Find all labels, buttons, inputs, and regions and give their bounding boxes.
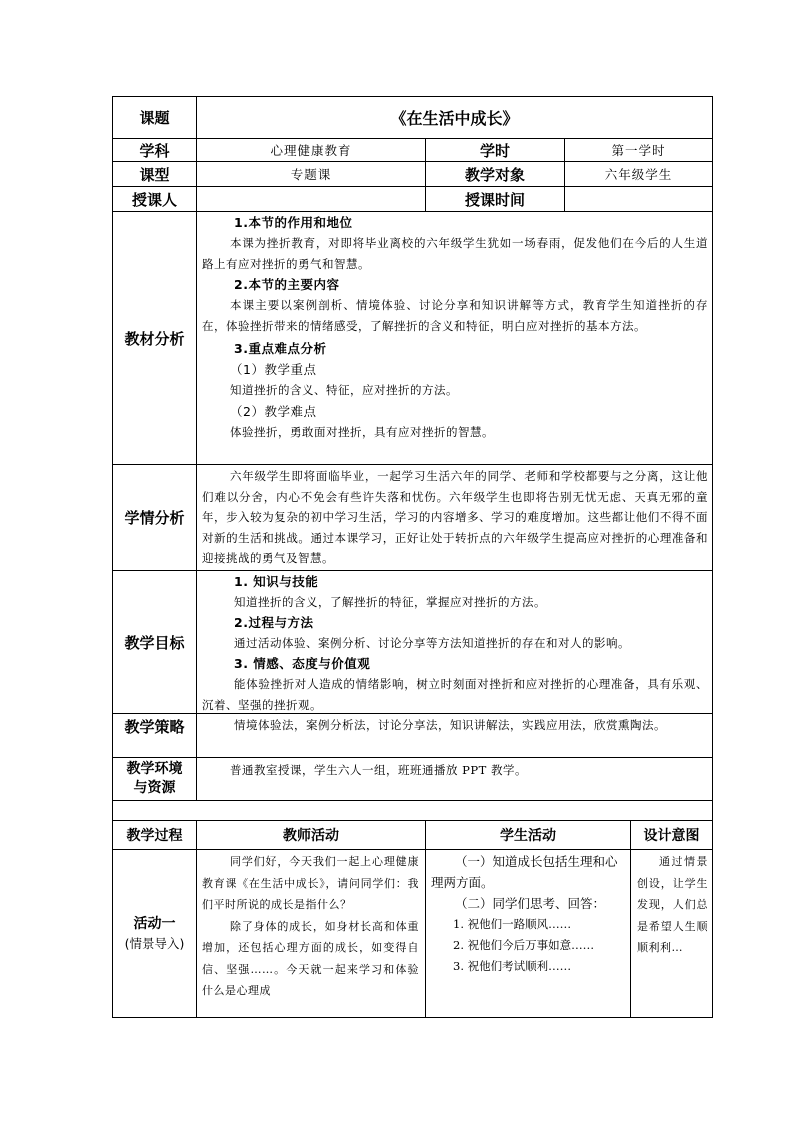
material-paragraph-2: 本课主要以案例剖析、情境体验、讨论分享和知识讲解等方式，教育学生知道挫折的存在，体验挫折带来的情绪感受，了解挫折的含义和特征，明白应对挫折的基本方法。 <box>202 298 708 333</box>
rule-bottom <box>112 1017 713 1018</box>
environment-paragraph: 普通教室授课，学生六人一组，班班通播放 PPT 教学。 <box>230 763 527 777</box>
audience-label: 教学对象 <box>464 165 525 184</box>
activity-one-subtitle: (情景导入) <box>124 935 185 951</box>
student-paragraph-2: （二）同学们思考、回答： <box>455 896 606 911</box>
goals-heading-2: 2.过程与方法 <box>234 615 314 630</box>
material-subheading-1: （1）教学重点 <box>230 362 317 377</box>
student-paragraph-1: （一）知道成长包括生理和心理两方面。 <box>431 854 618 890</box>
goals-heading-1: 1. 知识与技能 <box>234 574 319 589</box>
environment-label-line2: 与资源 <box>133 780 176 796</box>
learner-content <box>197 466 712 570</box>
teacher-paragraph-2: 除了身体的成长，如身材长高和体重增加，还包括心理方面的成长，如变得自信、坚强……。今天就一起来学习和体验什么是心理成 <box>202 919 419 997</box>
design-intent <box>631 851 712 1017</box>
subject-value: 心理健康教育 <box>270 143 352 158</box>
goals-paragraph-1: 知道挫折的含义，了解挫折的特征，掌握应对挫折的方法。 <box>234 595 546 609</box>
col-process: 教学过程 <box>126 828 183 844</box>
material-heading-1: 1.本节的作用和地位 <box>234 215 353 230</box>
material-heading-3: 3.重点难点分析 <box>234 341 327 356</box>
material-heading-2: 2.本节的主要内容 <box>234 277 340 292</box>
rule <box>112 464 713 465</box>
rule <box>112 570 713 571</box>
teacher-paragraph-1: 同学们好，今天我们一起上心理健康教育课《在生活中成长》，请问同学们：我们平时所说的成长是指什么？ <box>202 855 419 911</box>
topic-label: 课题 <box>139 109 170 127</box>
student-answer-item: 3. 祝他们考试顺利…… <box>453 959 572 973</box>
type-value: 专题课 <box>290 167 332 182</box>
environment-content <box>197 760 712 800</box>
student-answer-item: 1. 祝他们一路顺风…… <box>453 917 572 931</box>
goals-heading-3: 3. 情感、态度与价值观 <box>234 656 371 671</box>
material-subheading-2: （2）教学难点 <box>230 404 317 419</box>
type-label: 课型 <box>139 165 170 184</box>
goals-label: 教学目标 <box>124 633 185 652</box>
col-teacher: 教师活动 <box>283 828 339 844</box>
rule <box>112 713 713 714</box>
material-paragraph-3: 知道挫折的含义、特征，应对挫折的方法。 <box>230 383 458 397</box>
rule <box>112 800 713 801</box>
period-value: 第一学时 <box>611 143 666 158</box>
student-answer-item: 2. 祝他们今后万事如意…… <box>453 938 595 952</box>
material-label: 教材分析 <box>124 329 185 348</box>
learner-label: 学情分析 <box>124 509 185 527</box>
goals-paragraph-3: 能体验挫折对人造成的情绪影响，树立时刻面对挫折和应对挫折的心理准备，具有乐观、沉着、坚强的挫折观。 <box>202 677 708 712</box>
strategy-content <box>197 715 712 757</box>
student-answer-list <box>431 914 626 977</box>
strategy-paragraph: 情境体验法，案例分析法，讨论分享法，知识讲解法，实践应用法，欣赏熏陶法。 <box>234 718 666 732</box>
material-paragraph-1: 本课为挫折教育，对即将毕业离校的六年级学生犹如一场春雨，促发他们在今后的人生道路上有应对挫折的勇气和智慧。 <box>202 236 708 271</box>
environment-label <box>113 758 196 800</box>
col-student: 学生活动 <box>500 828 556 844</box>
material-content <box>197 213 712 464</box>
activity-one-title: 活动一 <box>133 915 176 932</box>
teacher-value <box>197 187 425 211</box>
strategy-label: 教学策略 <box>124 717 185 736</box>
topic-value: 《在生活中成长》 <box>390 109 519 128</box>
goals-content <box>197 572 712 713</box>
time-label: 授课时间 <box>464 190 525 209</box>
student-activity <box>426 851 630 1017</box>
activity-one-label <box>113 850 196 1017</box>
period-label: 学时 <box>479 141 510 160</box>
goals-paragraph-2: 通过活动体验、案例分析、讨论分享等方法知道挫折的存在和对人的影响。 <box>234 636 630 650</box>
learner-paragraph: 六年级学生即将面临毕业，一起学习生活六年的同学、老师和学校都要与之分离，这让他们难以分舍，内心不免会有些许失落和忧伤。六年级学生也即将告别无忧无虑、天真无邪的童年，步入较为复杂的初中学习生活，学习的内容增多、学习的难度增加。这些都让他们不得不面对新的生活和挑战。通过本课学习，正好让处于转折点的六年级学生提高应对挫折的心理准备和迎接挑战的勇气及智慧。 <box>202 469 708 565</box>
rule <box>112 849 713 850</box>
rule <box>112 211 713 212</box>
rule-right <box>712 96 713 1018</box>
col-intent: 设计意图 <box>643 828 700 844</box>
teacher-activity <box>197 851 425 1017</box>
environment-label-line1: 教学环境 <box>126 761 183 777</box>
rule <box>112 757 713 758</box>
intent-paragraph: 通过情景创设，让学生发现，人们总是希望人生顺顺利利… <box>637 855 708 954</box>
audience-value: 六年级学生 <box>604 167 673 182</box>
teacher-label: 授课人 <box>131 190 177 209</box>
material-paragraph-4: 体验挫折，勇敢面对挫折，具有应对挫折的智慧。 <box>230 425 494 439</box>
subject-label: 学科 <box>139 141 170 160</box>
time-value <box>565 187 712 211</box>
